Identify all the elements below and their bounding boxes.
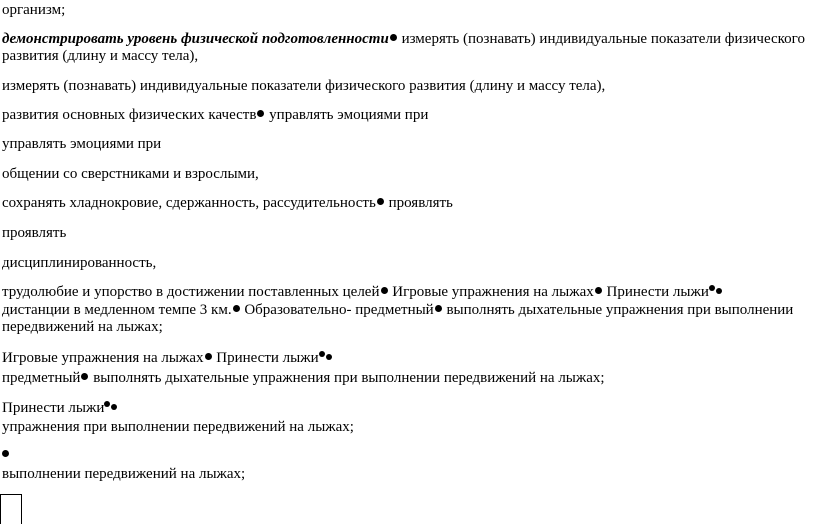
bullet-icon <box>2 450 9 457</box>
text-line-16 <box>2 400 117 417</box>
text: выполнять дыхательные упражнения при выполнении <box>442 302 794 318</box>
text: проявлять <box>2 225 67 241</box>
text: сохранять хладнокровие, сдержанность, рассудительность <box>2 195 376 211</box>
double-bullet-icon <box>104 400 117 417</box>
double-bullet-icon <box>319 350 332 367</box>
text: организм; <box>2 2 66 18</box>
bullet-icon <box>81 373 88 380</box>
text: дисциплинированность, <box>2 255 157 271</box>
bullet-icon <box>377 198 384 205</box>
bullet-icon <box>233 305 240 312</box>
text-line-14 <box>2 350 332 367</box>
text-line-8 <box>2 195 453 212</box>
text: Принести лыжи <box>212 350 319 366</box>
text: предметный <box>2 370 81 386</box>
text-line-11 <box>2 284 722 301</box>
text: передвижений на лыжах; <box>2 319 163 335</box>
text-line-3 <box>2 48 198 65</box>
text: выполнять дыхательные упражнения при выполнении передвижений на лыжах; <box>89 370 605 386</box>
text: Игровые упражнения на лыжах <box>388 284 594 300</box>
text-line-15 <box>2 370 605 387</box>
bullet-icon <box>205 353 212 360</box>
double-bullet-icon <box>709 284 722 301</box>
text: общении со сверстниками и взрослыми, <box>2 166 259 182</box>
text: проявлять <box>384 195 453 211</box>
text-line-9 <box>2 225 66 242</box>
text-line-5 <box>2 107 428 124</box>
text-line-12 <box>2 302 793 319</box>
text-line-7 <box>2 166 259 183</box>
bullet-icon <box>381 287 388 294</box>
text: Игровые упражнения на лыжах <box>2 350 204 366</box>
text-line-13 <box>2 319 163 336</box>
text: Принести лыжи <box>2 400 105 416</box>
bullet-icon <box>595 287 602 294</box>
text-line-18 <box>2 447 10 464</box>
text: Принести лыжи <box>602 284 709 300</box>
text: трудолюбие и упорство в достижении поставленных целей <box>2 284 380 300</box>
bullet-icon <box>257 110 264 117</box>
text: управлять эмоциями при <box>265 107 429 123</box>
text: упражнения при выполнении передвижений на лыжах; <box>2 419 354 435</box>
text-line-17 <box>2 419 354 436</box>
text-line-4 <box>2 78 605 95</box>
text-line-6 <box>2 136 161 153</box>
text-line-1 <box>2 2 65 19</box>
text: дистанции в медленном темпе 3 км. <box>2 302 232 318</box>
text: измерять (познавать) индивидуальные показатели физического <box>397 31 805 47</box>
text: выполнении передвижений на лыжах; <box>2 466 246 482</box>
bold-italic-text: демонстрировать уровень физической подготовленности <box>2 31 389 47</box>
bullet-icon <box>390 34 397 41</box>
text-line-2 <box>2 31 805 48</box>
text: управлять эмоциями при <box>2 136 162 152</box>
text: развития (длину и массу тела), <box>2 48 199 64</box>
text: Образовательно- предметный <box>240 302 434 318</box>
text: развития основных физических качеств <box>2 107 257 123</box>
bullet-icon <box>435 305 442 312</box>
text: измерять (познавать) индивидуальные показатели физического развития (длину и массу тела), <box>2 78 606 94</box>
text-line-10 <box>2 255 156 272</box>
text-line-19 <box>2 466 245 483</box>
